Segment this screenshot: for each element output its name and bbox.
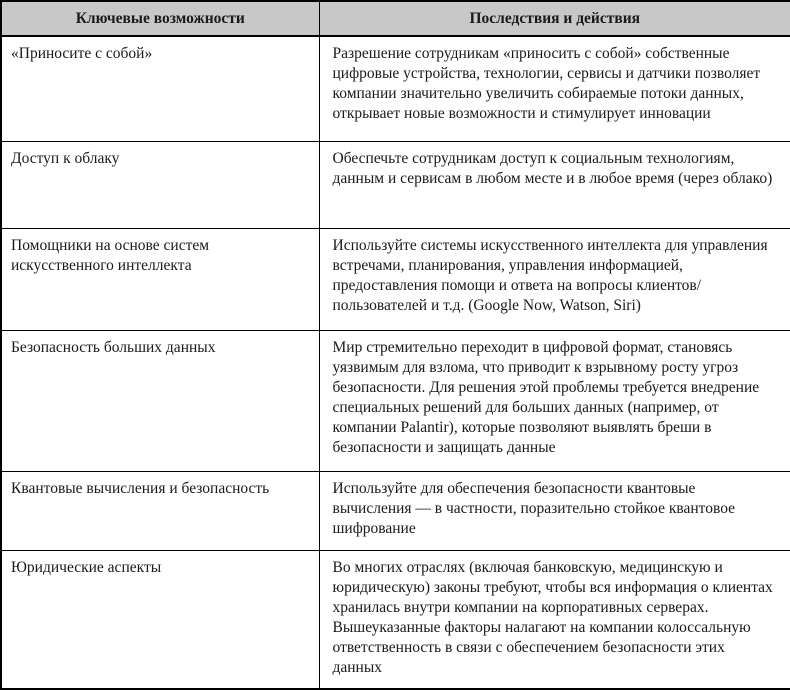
table-row (1, 36, 790, 142)
capability-cell: Квантовые вычисления и безопасность (1, 472, 319, 551)
table-row (1, 331, 790, 472)
capability-cell: «Приносите с собой» (1, 36, 319, 142)
table-body (1, 36, 790, 689)
action-cell: Во многих отраслях (включая банковскую, медицинскую и юридическую) законы требуют, чтобы вся информация о клиентах хранилась внутри компании на корпоративных серверах. Вышеуказанные факторы налагают на компании колоссальную ответственность в связи с обеспечением безопасности этих данных (319, 551, 790, 690)
table-row (1, 551, 790, 690)
capability-cell: Доступ к облаку (1, 142, 319, 229)
table-row (1, 472, 790, 551)
action-cell: Разрешение сотрудникам «приносить с собой» собственные цифровые устройства, технологии, сервисы и датчики позволяет компании значительно увеличить собираемые потоки данных, открывает новые возможности и стимулирует инновации (319, 36, 790, 142)
header-actions: Последствия и действия (319, 1, 790, 36)
capability-cell: Помощники на основе систем искусственного интеллекта (1, 229, 319, 331)
action-cell: Мир стремительно переходит в цифровой формат, становясь уязвимым для взлома, что приводит к взрывному росту угроз безопасности. Для решения этой проблемы требуется внедрение специальных решений для больших данных (например, от компании Palantir), которые позволяют выявлять бреши в безопасности и защищать данные (319, 331, 790, 472)
table-row (1, 229, 790, 331)
capability-cell: Безопасность больших данных (1, 331, 319, 472)
action-cell: Используйте для обеспечения безопасности квантовые вычисления — в частности, поразительно стойкое квантовое шифрование (319, 472, 790, 551)
table-header-row (1, 1, 790, 36)
action-cell: Используйте системы искусственного интеллекта для управления встречами, планирования, управления информацией, предоставления помощи и ответа на вопросы клиентов/пользователей и т.д. (Google Now, Watson, Siri) (319, 229, 790, 331)
action-cell: Обеспечьте сотрудникам доступ к социальным технологиям, данным и сервисам в любом месте и в любое время (через облако) (319, 142, 790, 229)
capability-cell: Юридические аспекты (1, 551, 319, 690)
header-capabilities: Ключевые возможности (1, 1, 319, 36)
table-row (1, 142, 790, 229)
